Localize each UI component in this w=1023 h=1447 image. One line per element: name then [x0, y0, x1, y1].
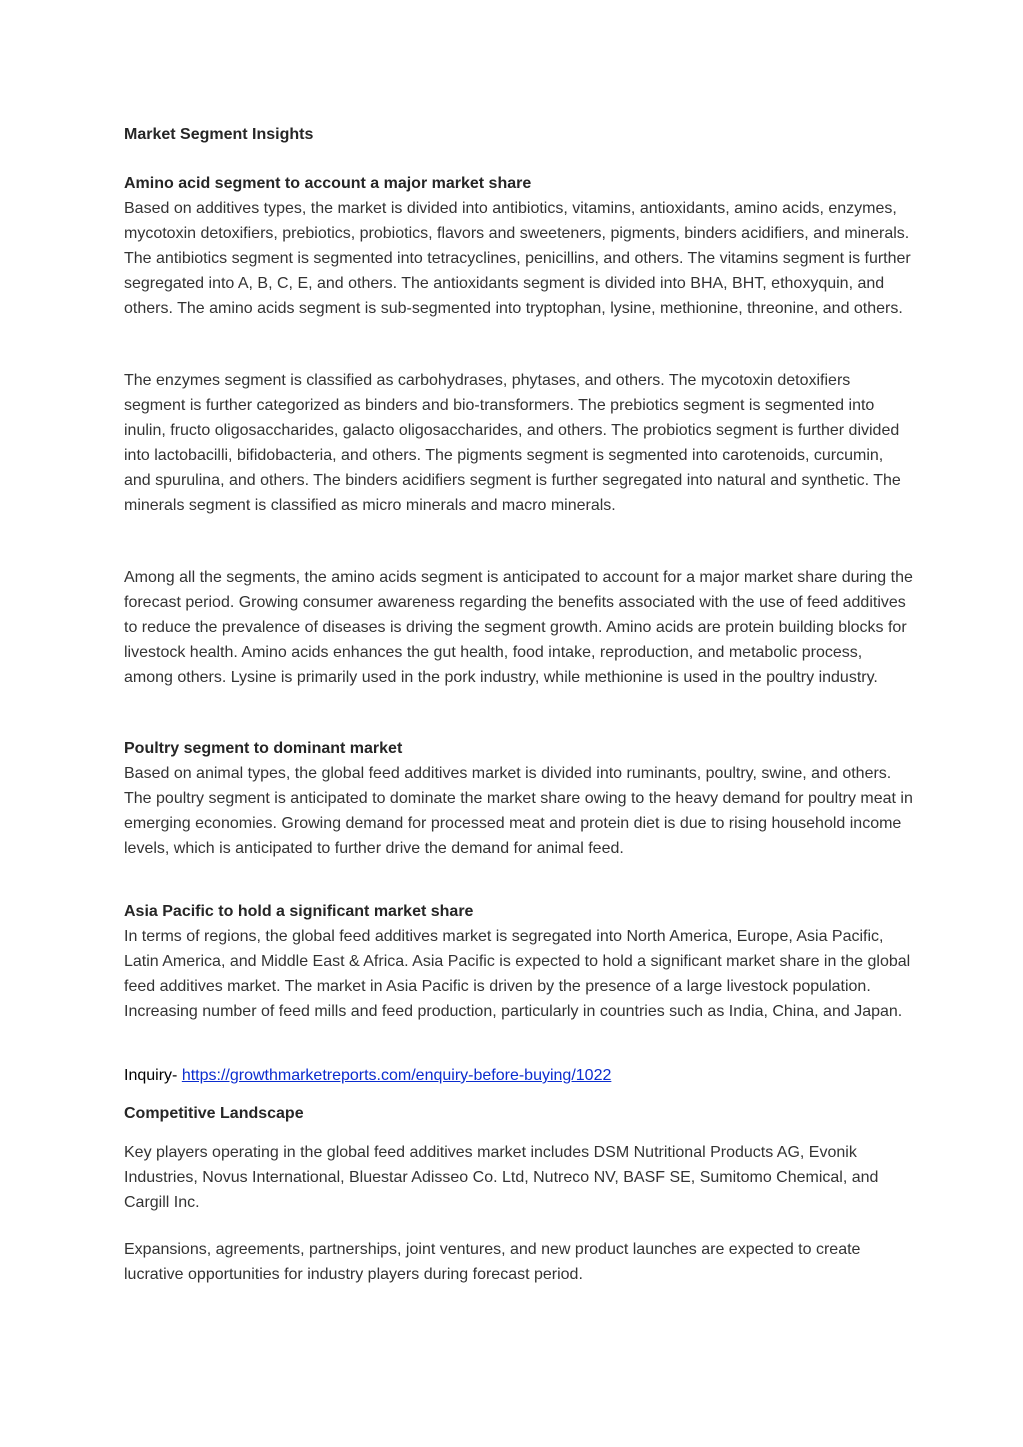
inquiry-link[interactable]: https://growthmarketreports.com/enquiry-before-buying/1022 [181, 1067, 612, 1084]
paragraph-animal-types: Based on animal types, the global feed additives market is divided into ruminants, poultry, swine, and others. The poultry segment is anticipated to dominate the market share owing to the heavy demand for poultry meat in emerging economies. Growing demand for processed meat and protein diet is due to rising household income levels, which is anticipated to further drive the demand for animal feed. [124, 765, 913, 857]
paragraph-additive-types: Based on additives types, the market is divided into antibiotics, vitamins, antioxidants, amino acids, enzymes, mycotoxin detoxifiers, prebiotics, probiotics, flavors and sweeteners, pigments, binders acidifiers, and minerals. The antibiotics segment is segmented into tetracyclines, penicillins, and others. The vitamins segment is further segregated into A, B, C, E, and others. The antioxidants segment is divided into BHA, BHT, ethoxyquin, and others. The amino acids segment is sub-segmented into tryptophan, lysine, methionine, threonine, and others. [124, 200, 911, 317]
paragraph-regions: In terms of regions, the global feed additives market is segregated into North America, Europe, Asia Pacific, Latin America, and Middle East & Africa. Asia Pacific is expected to hold a significant market share in the global feed additives market. The market in Asia Pacific is driven by the presence of a large livestock population. Increasing number of feed mills and feed production, particularly in countries such as India, China, and Japan. [124, 928, 911, 1020]
paragraph-enzymes: The enzymes segment is classified as carbohydrases, phytases, and others. The mycotoxin detoxifiers segment is further categorized as binders and bio-transformers. The prebiotics segment is segmented into inulin, fructo oligosaccharides, galacto oligosaccharides, and others. The probiotics segment is further divided into lactobacilli, bifidobacteria, and others. The pigments segment is segmented into carotenoids, curcumin, and spurulina, and others. The binders acidifiers segment is further segregated into natural and synthetic. The minerals segment is classified as micro minerals and macro minerals. [124, 372, 901, 514]
section-heading-asia-pacific: Asia Pacific to hold a significant market share [124, 903, 474, 920]
inquiry-label: Inquiry- [124, 1067, 178, 1084]
paragraph-expansions: Expansions, agreements, partnerships, joint ventures, and new product launches are expected to create lucrative opportunities for industry players during forecast period. [124, 1241, 861, 1283]
paragraph-key-players: Key players operating in the global feed additives market includes DSM Nutritional Products AG, Evonik Industries, Novus International, Bluestar Adisseo Co. Ltd, Nutreco NV, BASF SE, Sumitomo Chemical, and Cargill Inc. [124, 1144, 879, 1211]
document-title: Market Segment Insights [124, 126, 314, 143]
section-heading-amino-acid: Amino acid segment to account a major market share [124, 175, 532, 192]
paragraph-amino-acids: Among all the segments, the amino acids segment is anticipated to account for a major market share during the forecast period. Growing consumer awareness regarding the benefits associated with the use of feed additives to reduce the prevalence of diseases is driving the segment growth. Amino acids are protein building blocks for livestock health. Amino acids enhances the gut health, food intake, reproduction, and metabolic process, among others. Lysine is primarily used in the pork industry, while methionine is used in the poultry industry. [124, 569, 913, 686]
section-heading-competitive-landscape: Competitive Landscape [124, 1105, 304, 1122]
section-heading-poultry: Poultry segment to dominant market [124, 740, 403, 757]
inquiry-line [124, 1063, 914, 1088]
